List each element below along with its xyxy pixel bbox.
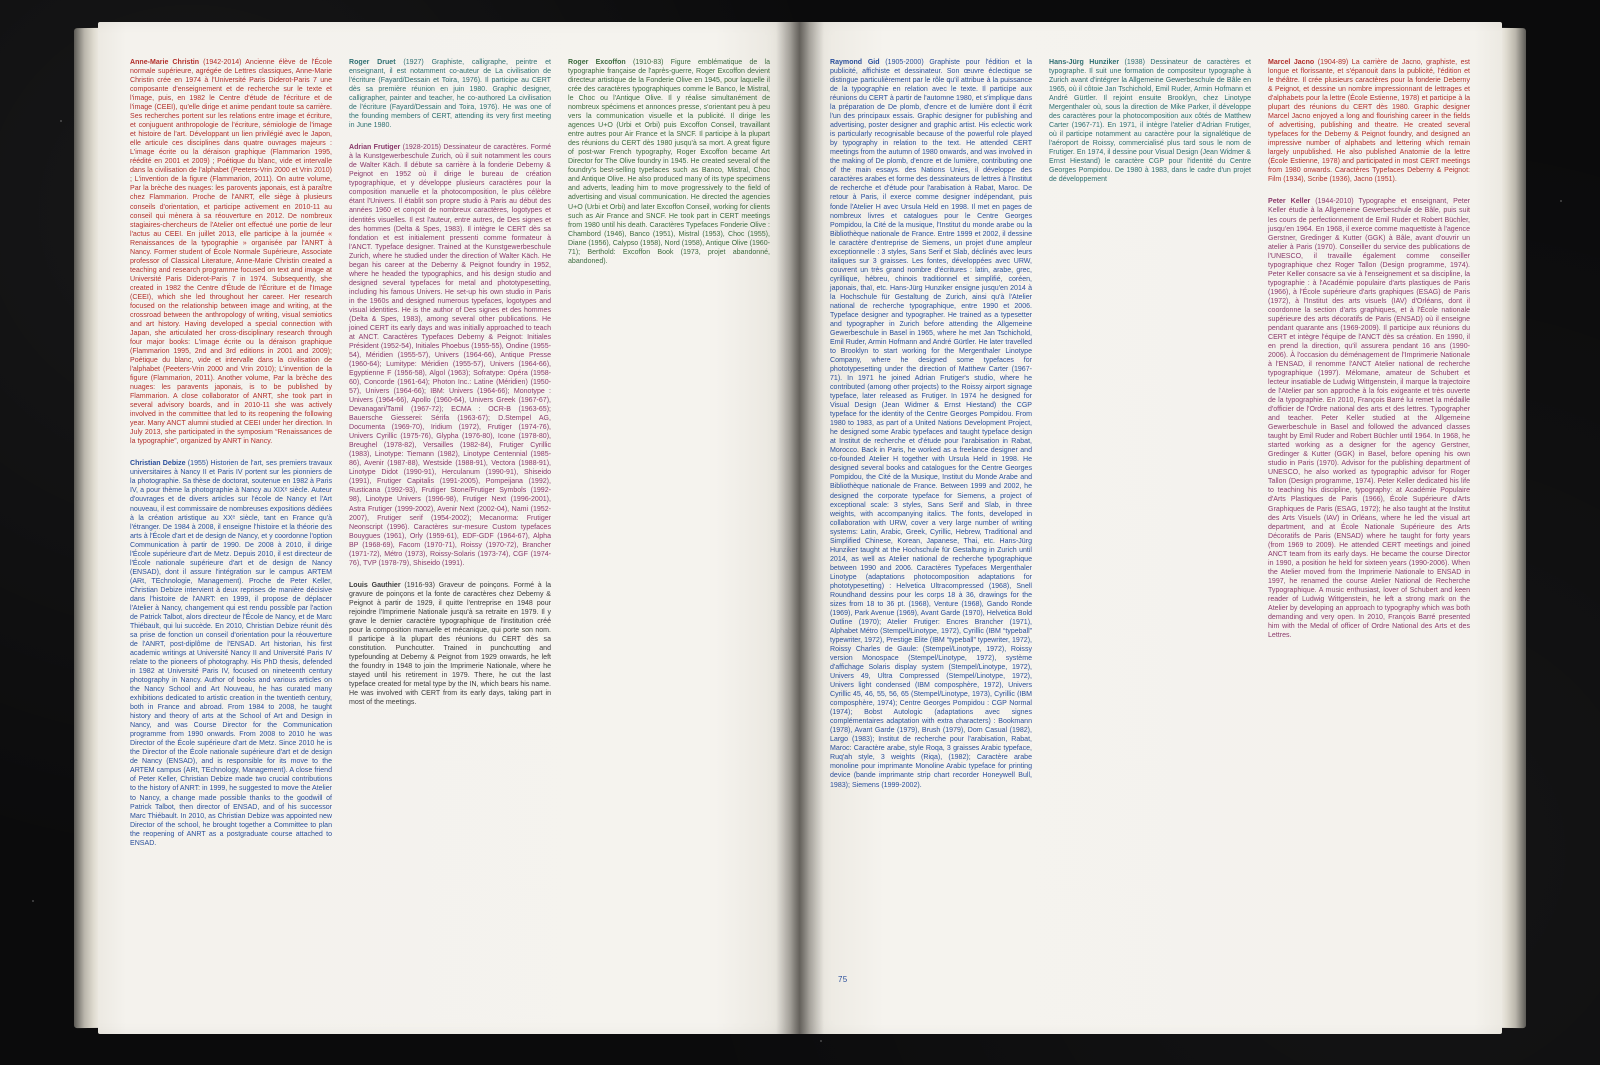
entry-dates: (1910-83) xyxy=(632,59,664,66)
entry-name: Christian Debize xyxy=(130,460,186,468)
column-6 xyxy=(1268,58,1470,790)
entry-roger-excoffon xyxy=(568,58,770,266)
entry-dates: (1916-93) xyxy=(404,581,435,589)
entry-text: Graphiste pour l'édition et la publicité, affichiste et dessinateur. Son œuvre éclectique se distingue particulièrement par le rôle qu'il attribue à la puissance de la typographie en relation avec le texte. Il participe aux réunions du CERT à partir de l'automne 1980, et s'implique dans la préparation de De plomb, d'encre et de lumière dont il écrit l'un des principaux essais. Graphic designer for publishing and advertising, poster designer and graphic artist. His eclectic work is particularly recognisable because of the powerful role played by typography in relation to the text. He attended CERT meetings from the autumn of 1980 onwards, and was involved in the making of De plomb, d'encre et de lumière, contributing one of the main essays. des Nations Unies, il développe des caractères arabes et forme des dessinateurs de lettres à l'Institut de recherche et d'étude pour l'arabisation à Rabat, Maroc. De retour à Paris, il exerce comme designer indépendant, puis fonde l'Atelier H avec Ursula Held en 1998. Il met en pages de nombreux livres et catalogues pour le Centre Georges Pompidou, la Cité de la musique, l'Institut du monde arabe ou la Bibliothèque nationale de France. Entre 1999 et 2002, il dessine le caractère d'entreprise de Siemens, un projet d'une ampleur exceptionnelle : 3 styles, Sans Serif et Slab, déclinés avec leurs italiques sur 3 graisses. Les fontes, développées avec URW, couvrent un très grand nombre d'écritures : latin, arabe, grec, cyrillique, hébreu, chinois traditionnel et simplifié, coréen, japonais, thaï, etc. Hans-Jürg Hunziker ensigne jusqu'en 2014 à la Hochschule für Gestaltung de Zurich, ainsi qu'à l'Atelier national de recherche typographique, entre 1990 et 2006. Typeface designer and typographer. He trained as a typesetter and typographer in Zurich before attending the Allgemeine Gewerbeschule in Basel in 1965, where he met Jan Tschichold, Emil Ruder, Armin Hofmann and André Gürtler. He later travelled to Brooklyn to start working for the Mergenthaler Linotype Company, where he designed some typefaces for phototypesetting under the direction of Matthew Carter (1967-71). In 1971 he joined Adrian Frutiger's studio, where he contributed (among other projects) to the Roissy airport signage typeface, later released as Frutiger. In 1974 he designed for Visual Design (Jean Widmer & Ernst Hiestand) the CGP typeface for the identity of the Centre Georges Pompidou. From 1980 to 1983, as part of a United Nations Development Project, he designed some Arabic typefaces and taught typeface design at Institut de recherche et d'étude pour l'arabisation in Rabat, Morocco. Back in Paris, he worked as a freelance designer and co-founded Atelier H together with Ursula Held in 1998. He designed several books and catalogues for the Centre Georges Pompidou, the Cité de la Musique, Institut du Monde Arabe and Bibliothèque nationale de France. Between 1999 and 2002, he designed the corporate typeface for Siemens, a project of exceptional scale: 3 styles, Sans Serif and Slab, in three weights, with accompanying italics. The fonts, developed in collaboration with URW, cover a very large number of writing systems: Latin, Arabic, Greek, Cyrillic, Hebrew, Traditional and Simplified Chinese, Korean, Japanese, Thai, etc. Hans-Jürg Hunziker taught at the Hochschule für Gestaltung in Zurich until 2014, as well as Atelier national de recherche typographique between 1990 and 2006. Caractères Typefaces Mergenthaler Linotype (adaptations photocomposition adaptations for phototypesetting) : Helvetica Ultracompressed (1968), Snell Roundhand dessins pour les corps 18 à 36, drawings for the sizes from 18 to 36 pt. (1968), Venture (1968), Gando Ronde (1969), Park Avenue (1969), Avant Garde (1970), Helvetica Bold Outline (1970); Atelier Frutiger: Encres Brancher (1971), Alphabet Métro (Stempel/Linotype, 1972), Cyrillic (IBM “typeball” typewriter, 1972), Prestige Elite (IBM “typeball” typewriter, 1972), Roissy Charles de Gaule: (Stempel/Linotype, 1972), Roissy version Monospace (Stempel/Linotype, 1972), système d'affichage Solaris display system (Stempel/Linotype, 1972), Univers 49, Ultra Compressed (Stempel/Linotype, 1972), Univers light condensed (IBM composphère, 1972), Univers Cyrillic 45, 46, 55, 56, 65 (Stempel/Linotype, 1973), Cyrillic (IBM composphère, 1974); Centre Georges Pompidou : CGP Normal (1974); Bobst Autologic (adaptations avec signes complémentaires adaptation with extra characters) : Bookmann (1978), Avant Garde (1979), Brush (1979), Dom Casual (1982), Largo (1983); Institut de recherche pour l'arabisation, Rabat, Maroc: Caractère arabe, style Roqa, 3 graisses Arabic typeface, Ruq'ah style, 3 weights (Riqa), (1982); Caractère arabe monoline pour imprimante Monoline Arabic typeface for printing device (bande imprimante strip chart recorder Honeywell Bull, 1983); Siemens (1999-2002). xyxy=(830,59,1032,789)
entry-name: Roger Excoffon xyxy=(568,59,626,66)
right-page-columns xyxy=(830,58,1470,790)
column-2 xyxy=(349,58,551,848)
entry-peter-keller xyxy=(1268,197,1470,640)
entry-dates: (1942-2014) xyxy=(203,59,242,66)
entry-hans-jurg-hunziker xyxy=(1049,58,1251,184)
entry-name: Louis Gauthier xyxy=(349,581,401,589)
book-page-block-right xyxy=(1500,28,1526,1028)
entry-dates: (1944-2010) xyxy=(1315,198,1354,206)
column-5 xyxy=(1049,58,1251,790)
entry-text: Figure emblématique de la typographie française de l'après-guerre, Roger Excoffon devient directeur artistique de la Fonderie Olive en 1945, pour laquelle il crée des caractères typographiques comme le Banco, le Mistral, le Choc ou l'Antique Olive. Il y réalise simultanément de nombreux spécimens et annonces presse, s'orientant peu à peu vers la communication visuelle et la publicité. Il dirige les agences U+O (Urbi et Orbi) puis Excoffon Conseil, travaillant entre autres pour Air France et la SNCF. Il participe à la plupart des réunions du CERT dès 1980 jusqu'à sa mort. A great figure of post-war French typography, Roger Excoffon became Art Director for The Olive foundry in 1945. He created several of the foundry's best-selling typefaces such as Banco, Mistral, Choc and Antique Olive. He also produced many of its type specimens and adverts, leading him to move progressively to the field of advertising and visual communication. He directed the agencies U+O (Urbi et Orbi) and later Excoffon Conseil, working for clients such as Air France and SNCF. He took part in CERT meetings from 1980 until his death. Caractères Typefaces Fonderie Olive : Chambord (1946), Banco (1951), Mistral (1953), Choc (1955), Diane (1956), Calypso (1958), Nord (1958), Antique Olive (1960-71); Berthold: Excoffon Book (1973, projet abandonné, abandoned). xyxy=(568,59,770,265)
entry-text: Graphiste, calligraphe, peintre et enseignant, il est notamment co-auteur de La civilisation de l'écriture (Fayard/Dessain et Toira, 1976). Il participe au CERT dès sa première réunion en juin 1980. Graphic designer, calligrapher, painter and teacher, he co-authored La civilisation de l'écriture (Fayard/Dessain and Toira, 1976). He was one of the founding members of CERT, attending its very first meeting in June 1980. xyxy=(349,59,551,130)
entry-anne-marie-christin xyxy=(130,58,332,446)
entry-name: Raymond Gid xyxy=(830,59,880,66)
entry-marcel-jacno xyxy=(1268,58,1470,184)
entry-louis-gauthier xyxy=(349,581,551,707)
column-4 xyxy=(830,58,1032,790)
entry-dates: (1904-89) xyxy=(1317,59,1349,66)
entry-name: Adrian Frutiger xyxy=(349,144,401,152)
entry-dates: (1928-2015) xyxy=(402,144,442,152)
book-page-block-left xyxy=(74,28,100,1028)
entry-text: Ancienne élève de l'École normale supérieure, agrégée de Lettres classiques, Anne-Marie Christin crée en 1974 à l'Université Paris Diderot-Paris 7 une composante d'enseignement et de recherche sur le texte et l'image, puis, en 1982 le Centre d'étude de l'écriture et de l'image (CEEI), qu'elle dirige et anime pendant toute sa carrière. Ses recherches portent sur les relations entre image et écriture, et conjuguent anthropologie de l'écriture, sémiologie de l'image et histoire de l'art. Développant un lien privilégié avec le Japon, elle articule ces disciplines dans quatre ouvrages majeurs : L'image écrite ou la déraison graphique (Flammarion 1995, réédité en 2001 et 2009) ; Poétique du blanc, vide et intervalle dans la civilisation de l'alphabet (Peeters-Vrin 2000 et Vrin 2010) ; L'invention de la figure (Flammarion, 2011). On autre volume, Par la brèche des nuages: les parovents japonais, est à paraître chez Flammarion. Proche de l'ANRT, elle siège à plusieurs conseils d'orientation, et participe activement en 2010-11 au conseil qui mènera à sa réouverture en 2012. De nombreux stagiaires-chercheurs de l'Atelier ont effectué une portie de leur l'actus au CEEI. En juillet 2013, elle participe à la journée « Renaissances de la typographie » organisée par l'ANRT à Nancy. Former student of École Normale Supérieure, Associate professor of Classical Literature, Anne-Marie Christin created a teaching and research programme focused on text and image at Université Paris Diderot-Paris 7 in 1974. Subsequently, she created in 1982 the Centre d'Étude de l'Écriture et de l'Image (CEEI), which she led throughout her career. Her research focused on the relationship between image and writing, at the crossroad between the anthropology of writing, visual semiotics and art history. Having developed a special connection with Japan, she articulated her cross-disciplinary research through four major books: L'image écrite ou la déraison graphique (Flammarion 1995, 2nd and 3rd editions in 2001 and 2009); Poétique du blanc, vide et intervalle dans la civilisation de l'alphabet (Peeters-Vrin 2000 and Vrin 2010); L'invention de la figure (Flammarion, 2011). Another volume, Par la brèche des nuages: les paravents japonais, is to be published by Flammarion. A close collaborator of ANRT, she took part in several advisory boards, and in 2010-11 she was actively involved in the committee that led to its reopening the following year. Many ANCT alumni studied at CEEI under her direction. In July 2013, she participated in the symposium “Renaissances de la typographie”, organized by ANRT in Nancy. xyxy=(130,59,332,446)
entry-name: Anne-Marie Christin xyxy=(130,59,200,66)
entry-raymond-gid xyxy=(830,58,1032,790)
column-3 xyxy=(568,58,770,848)
entry-text: Typographe et enseignant, Peter Keller étudie à la Allgemeine Gewerbeschule de Bâle, puis suit les cours de perfectionnement de Emil Ruder et Robert Büchler, jusqu'en 1964. En 1968, il exerce comme maquettiste à l'agence Gerstner, Gredinger & Kutter (GGK) à Bâle, avant d'ouvrir un atelier à Paris (1970). Conseiller du service des publications de l'UNESCO, il travaille également comme conseiller typographique chez Roger Tallon (Design programme, 1974). Peter Keller consacre sa vie à l'enseignement et sa discipline, la typographie : à l'Académie populaire d'arts plastiques de Paris (1966), à l'École supérieure d'arts graphiques (ESAG) de Paris (1972), à l'Institut des arts visuels (IAV) d'Orléans, dont il coordonne la section d'arts graphiques, et à l'École nationale supérieure des arts décoratifs de Paris (ENSAD) où il enseigne pendant quarante ans (1969-2009). Il participe aux réunions du CERT et intègre l'équipe de l'ANCT dès sa création. En 1990, il en prend la direction, qu'il assurera pendant 16 ans (1990-2006). À l'occasion du déménagement de l'Imprimerie Nationale à l'ENSAD, il renomme l'ANCT Atelier national de recherche typographique (1997). Mélomane, amateur de Schubert et lecteur insatiable de Ludwig Wittgenstein, il marque la trajectoire de l'Atelier par son approche à la fois exigeante et très ouverte de la typographie. En 2010, François Barré lui remet la médaille d'officier de l'Ordre national des arts et des lettres. Typographer and teacher. Peter Keller studied at the Allgemeine Gewerbeschule in Basel and followed the advanced classes taught by Emil Ruder and Robert Büchler until 1964. In 1968, he started working as a designer for the agency Gerstner, Gredinger & Kutter (GGK) in Basel, before opening his own studio in Paris (1970). Advisor for the publishing department of UNESCO, he also worked as typographic advisor for Roger Tallon (Design programme, 1974). Peter Keller dedicated his life to teaching his discipline, typography: at Académie Populaire d'Arts Plastiques de Paris (1966), École Supérieure d'Arts Graphiques de Paris (ESAG, 1972); he also taught at the Institut des Arts Visuels (IAV) in Orléans, where he led the visual art department, and at École Nationale Supérieure des Arts Décoratifs de Paris (ENSAD) where he taught for forty years (from 1969 to 2009). He attended CERT meetings and joined ANCT team from its early days. He became the course Director in 1990, a position he held for sixteen years (1990-2006). When the Atelier moved from the Imprimerie Nationale to ENSAD in 1997, he renamed the course Atelier National de Recherche Typographique. A music enthusiast, lover of Schubert and keen reader of Ludwig Wittgenstein, he left a strong mark on the Atelier by developing an approach to typography which was both demanding and very open. In 2010, François Barré presented him with the Medal of officer of Ordre National des Arts et des Lettres. xyxy=(1268,198,1470,639)
entry-christian-debize xyxy=(130,459,332,847)
page-number: 75 xyxy=(838,975,848,984)
entry-text: Dessinateur de caractères et typographe. Il suit une formation de compositeur typographe à Zurich avant d'intégrer la Allgemeine Gewerbeschule de Bâle en 1965, où il côtoie Jan Tschichold, Emil Ruder, Armin Hofmann et André Gürtler. Il rejoint ensuite Brooklyn, chez Linotype Mergenthaler où, sous la direction de Mike Parker, il développe des caractères pour la photocomposition aux côtés de Matthew Carter (1967-71). En 1971, il intègre l'atelier d'Adrian Frutiger, où il participe notamment au caractère pour la signalétique de l'aéroport de Roissy, commercialisé plus tard sous le nom de Frutiger. En 1974, il dessine pour Visual Design (Jean Widmer & Ernst Hiestand) le caractère CGP pour l'identité du Centre Georges Pompidou. De 1980 à 1983, dans le cadre d'un projet de développement xyxy=(1049,59,1251,184)
entry-text: Graveur de poinçons. Formé à la gravure de poinçons et la fonte de caractères chez Deberny & Peignot à partir de 1929, il quitte l'entreprise en 1948 pour rejoindre l'Imprimerie Nationale jusqu'à sa retraite en 1979. Il y grave le dernier caractère typographique de l'institution créé pour la composition manuelle et mécanique, qui porte son nom. Il participe à la plupart des réunions du CERT dès sa constitution. Punchcutter. Trained in punchcutting and typefounding at Deberny & Peignot from 1929 onwards, he left the foundry in 1948 to join the Imprimerie Nationale, where he stayed until his retirement in 1979. There, he cut the last typeface created for metal type by the IN, which bears his name. He was involved with CERT from its early days, taking part in most of the meetings. xyxy=(349,581,551,707)
left-page-columns xyxy=(130,58,770,848)
entry-name: Peter Keller xyxy=(1268,198,1311,206)
book-gutter xyxy=(776,22,824,1034)
entry-dates: (1938) xyxy=(1124,59,1145,66)
entry-text: Historien de l'art, ses premiers travaux universitaires à Nancy II et Paris IV portent sur les pionniers de la photographie. Sa thèse de doctorat, soutenue en 1982 à Paris IV, a pour thème la photographie à Nancy au XIXᵉ siècle. Auteur d'ouvrages et de divers articles sur l'école de Nancy et l'Art nouveau, il est commissaire de nombreuses expositions dédiées à la création artistique au XXᵉ siècle, tant en France qu'à l'étranger. De 1984 à 2008, il enseigne l'histoire et la théorie des arts à l'École d'art et de design de Nancy, et y coordonne l'option Communication à partir de 1990. De 2008 à 2010, il dirige l'École supérieure d'art de Metz. Depuis 2010, il est directeur de l'École nationale supérieure d'art et de design de Nancy (ENSAD), dont il assure l'intégration sur le campus ARTEM (ARt, TEchnologie, Management). Proche de Peter Keller, Christian Debize intervient à deux reprises de manière décisive dans l'histoire de l'ANRT: en 1999, il propose de déplacer l'Atelier à Nancy, changement qui est rendu possible par l'action de Patrick Talbot, alors directeur de l'École de Nancy, et de Marc Thiébault, qui lui succède. En 2010, Christian Debize réunit dès sa prise de fonction un conseil d'orientation pour la réouverture de l'ANRT, post-diplôme de l'ENSAD. Art historian, his first academic writings at Université Nancy II and Université Paris IV relate to the pioneers of photography. His PhD thesis, defended in 1982 at Université Paris IV, focused on nineteenth century photography in Nancy. Author of books and various articles on the Nancy School and Art Nouveau, he has curated many exhibitions dedicated to artistic creation in the twentieth century, both in France and abroad. From 1984 to 2008, he taught history and theory of arts at the School of Art and Design in Nancy, and was Course Director for the Communication programme from 1990 onwards. From 2008 to 2010 he was Director of the École supérieure d'art de Metz. Since 2010 he is the Director of the École nationale supérieure d'art et de design de Nancy (ENSAD), and is responsible for its move to the ARTEM campus (ARt, TEchnology, Management). A close friend of Peter Keller, Christian Debize made two crucial contributions to the history of ANRT: in 1999, he suggested to move the Atelier to Nancy, a change made possible thanks to the goodwill of Patrick Talbot, then director of ENSAD, and of his successor Marc Thiébault. In 2010, as Christian Debize was appointed new Director of the school, he brought together a Committee to plan the reopening of ANRT as a postgraduate course attached to ENSAD. xyxy=(130,460,332,847)
entry-text: Dessinateur de caractères. Formé à la Kunstgewerbeschule Zurich, où il suit notamment les cours de Walter Käch. Il débute sa carrière à la fonderie Deberny & Peignot en 1952 où il dirige le bureau de création typographique, et y développe plusieurs caractères pour la composition manuelle et la photocomposition, le plus célèbre étant l'Univers. Il établit son propre studio à Paris au début des années 1960 et conçoit de nombreux caractères, logotypes et identités visuelles. Il est l'auteur, entre autres, de Des signes et des hommes (Delta & Spes, 1983). Il intègre le CERT dès sa fondation et est initialement pressenti comme formateur à l'ANCT. Typeface designer. Trained at the Kunstgewerbeschule Zurich, where he studied under the direction of Walter Käch. He began his career at the Deberny & Peignot foundry in 1952, where he headed the typographics, and his design studio and designed several typefaces for metal and phototypesetting, including his famous Univers. He set-up his own studio in Paris in the 1960s and designed numerous typefaces, logotypes and visual identities. He is the author of Des signes et des hommes (Delta & Spes, 1983), among several other publications. He joined CERT its early days and was initially approached to teach at ANCT. Caractères Typefaces Deberny & Peignot: Initiales Président (1952-54), Initiales Phoebus (1955-55), Ondine (1955-54), Méridien (1955-57), Univers (1964-66), Antique Presse (1960-64); Lumitype: Méridien (1955-57), Univers (1964-66), Egyptienne F (1956-58), Algol (1963); Sofratype: Opéra (1958-60), Concorde (1961-64); Photon Inc.: Latine (Méridien) (1950-57), Univers (1964-66); IBM: Univers (1964-66); Monotype : Univers (1964-66), Apollo (1960-64), Univers Greek (1967-67), Devanagari/Tamil (1967-72); ECMA : OCR-B (1963-65); Bauersche Giesserei: Sérifa (1963-67); D.Stempel AG, Documenta (1969-70), Iridium (1972), Frutiger (1974-76), Univers Cyrillic (1975-76), Glypha (1976-80), Icone (1978-80), Breughel (1978-82), Versailles (1982-84), Frutiger Cyrillic (1983), Linotype: Tiemann (1982), Linotype Centennial (1985-86), Avenir (1987-88), Westside (1988-91), Vectora (1988-91), Linotype Didot (1990-91), Herculanum (1990-91), Shiseido (1991), Frutiger Capitalis (1991-2005), Pompeijana (1992), Rusticana (1992-93), Frutiger Stone/Frutiger Symbols (1992-98), Linotype Univers (1996-98), Frutiger Next (1996-2001), Astra Frutiger (1999-2002), Avenir Next (2002-04), Nami (1952-2007), Frutiger serif (1954-2002); Mecanorma: Frutiger Neonscript (1996). Caractères sur-mesure Custom typefaces Bouygues (1961), Orly (1959-61), EDF-GDF (1964-67), Alpha BP (1968-69), Facom (1970-71), Roissy (1970-72), Brancher (1971-72), Métro (1973), Roissy-Solaris (1973-74), CGF (1974-76), TVP (1978-79), Shiseido (1991). xyxy=(349,144,551,567)
entry-name: Roger Druet xyxy=(349,59,396,66)
entry-dates: (1955) xyxy=(187,460,209,468)
entry-name: Marcel Jacno xyxy=(1268,59,1315,66)
entry-dates: (1905-2000) xyxy=(885,59,924,66)
column-1 xyxy=(130,58,332,848)
entry-text: La carrière de Jacno, graphiste, est longue et florissante, et s'épanouit dans la publicité, l'édition et le théâtre. Il crée plusieurs caractères pour la fonderie Deberny & Peignot, et dessine un nombre impressionnant de lettrages et d'alphabets pour la lettre (École Estienne, 1978) et participe à la plupart des réunions du CERT dès 1980. Graphic designer Marcel Jacno enjoyed a long and flourishing career in the fields of advertising, publishing and theatre. He created several typefaces for the Deberny & Peignot foundry, and designed an impressive number of alphabets and lettering which remain largely unpublished. He also published Anatomie de la lettre (École Estienne, 1978) and participated in most CERT meetings from 1980 onwards. Caractères Typefaces Deberny & Peignot: Film (1934), Scribe (1936), Jacno (1951). xyxy=(1268,59,1470,184)
open-book-spread xyxy=(38,22,1562,1034)
entry-adrian-frutiger xyxy=(349,143,551,567)
entry-dates: (1927) xyxy=(403,59,424,66)
entry-name: Hans-Jürg Hunziker xyxy=(1049,59,1120,66)
entry-roger-druet xyxy=(349,58,551,130)
